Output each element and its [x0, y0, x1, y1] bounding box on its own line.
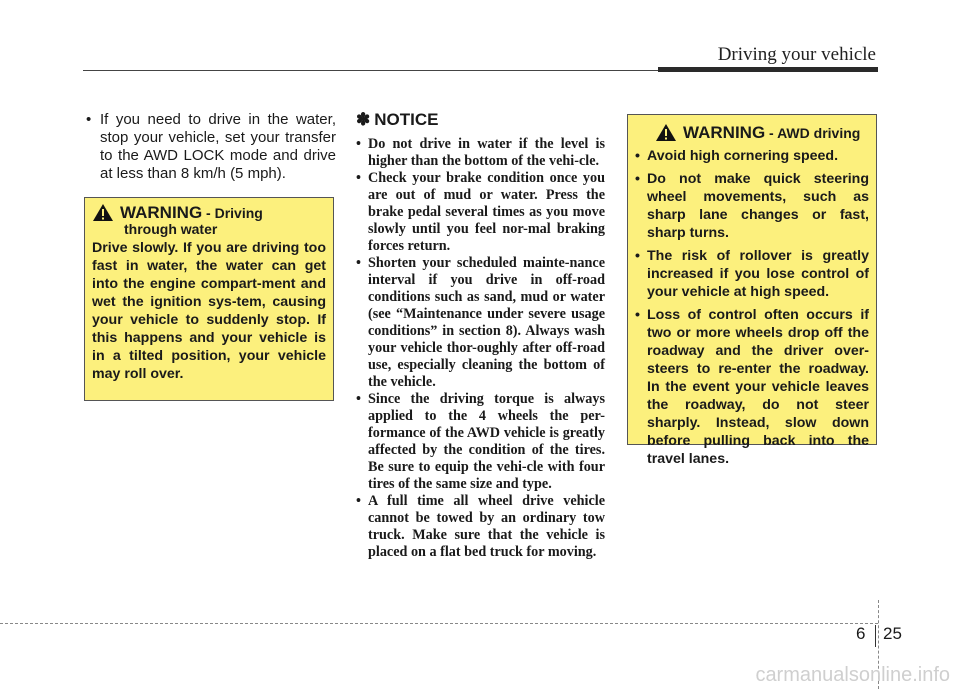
- water-driving-bullet: [86, 111, 336, 183]
- notice-asterisk-icon: ✽: [356, 110, 371, 129]
- notice-item: • Do not drive in water if the level is higher than the bottom of the vehi-cle.: [356, 136, 605, 169]
- warning-box-water: [84, 197, 334, 401]
- warning-item: • Do not make quick steering wheel movements, such as sharp lane changes or fast, sharp turns.: [635, 171, 869, 241]
- page-number: 25: [883, 624, 902, 643]
- warning-list: [635, 147, 869, 468]
- warning-subtitle: - Driving: [202, 205, 263, 221]
- warning-triangle-icon: [655, 123, 677, 142]
- notice-item: • Check your brake condition once you are out of mud or water. Press the brake pedal several times as you move slowly until you feel nor-mal braking forces return.: [356, 170, 605, 254]
- warning-item: • Loss of control often occurs if two or more wheels drop off the roadway and the driver over-steers to re-enter the roadway. In the event your vehicle leaves the roadway, do not steer sharply. Instead, slow down before pulling back into the travel lanes.: [635, 307, 869, 467]
- header-rule-accent: [658, 67, 878, 72]
- warning-subtitle: - AWD driving: [765, 125, 861, 141]
- warning-label: WARNING: [683, 123, 766, 142]
- warning-heading: [635, 123, 869, 143]
- footer-dashed-line: [0, 623, 878, 624]
- notice-item: • A full time all wheel drive vehicle cannot be towed by an ordinary tow truck. Make sure that the vehicle is placed on a flat bed truck for moving.: [356, 493, 605, 560]
- warning-item: • Avoid high cornering speed.: [635, 148, 839, 164]
- watermark: carmanualsonline.info: [755, 664, 950, 686]
- notice-section: [356, 110, 605, 561]
- notice-title: NOTICE: [374, 110, 439, 129]
- page-chapter-number: 6: [856, 624, 866, 643]
- warning-label: WARNING: [120, 203, 203, 222]
- warning-heading: [92, 203, 326, 223]
- warning-box-awd: [627, 114, 877, 467]
- notice-item: • Shorten your scheduled mainte-nance interval if you drive in off-road conditions such as sand, mud or water (see “Maintenance under severe usage conditions” in section 8). Always wash your vehicle thor-oughly after off-road use, especially cleaning the bottom of the vehicle.: [356, 255, 605, 390]
- warning-body: Drive slowly. If you are driving too fast in water, the water can get into the engine compart-ment and wet the ignition sys-tem, causing your vehicle to suddenly stop. If this happens and your vehicle is in a tilted position, your vehicle may roll over.: [92, 240, 326, 382]
- warning-triangle-icon: [92, 203, 114, 222]
- bullet-dot: •: [86, 111, 92, 128]
- bullet-text: If you need to drive in the water, stop your vehicle, set your transfer to the AWD LOCK mode and drive at less than 8 km/h (5 mph).: [100, 111, 336, 182]
- warning-subtitle-line2: through water: [124, 221, 218, 237]
- warning-item: • The risk of rollover is greatly increased if you lose control of your vehicle at high speed.: [635, 248, 869, 300]
- notice-heading: [356, 110, 605, 130]
- page-header-title: Driving your vehicle: [717, 44, 876, 65]
- notice-list: [356, 136, 605, 561]
- notice-item: • Since the driving torque is always applied to the 4 wheels the per-formance of the AWD vehicle is greatly affected by the condition of the tires. Be sure to equip the vehi-cle with four tires of the same size and type.: [356, 391, 605, 492]
- page-number-divider: [875, 625, 876, 647]
